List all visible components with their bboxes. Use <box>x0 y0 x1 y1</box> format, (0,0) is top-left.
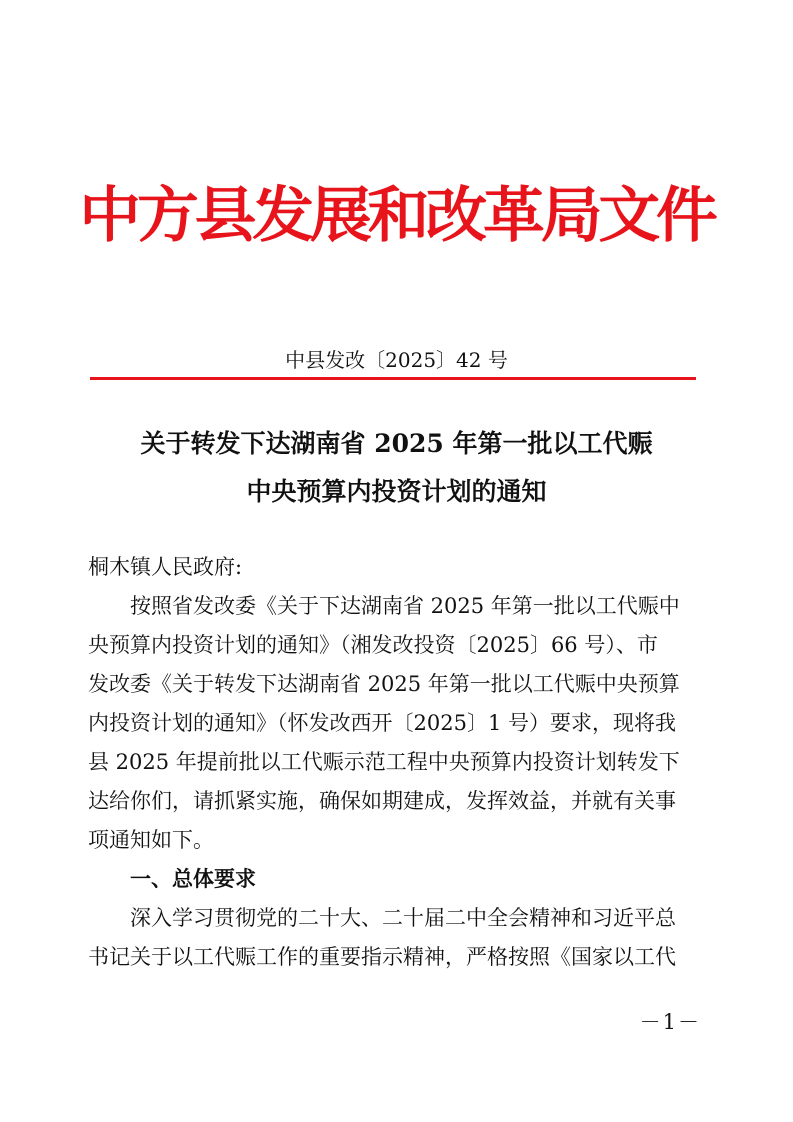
paragraph-1-line: 发改委《关于转发下达湖南省 2025 年第一批以工代赈中央预算 <box>88 672 680 696</box>
paragraph-1-line: 达给你们，请抓紧实施，确保如期建成，发挥效益，并就有关事 <box>88 789 676 813</box>
paragraph-1-line: 县 2025 年提前批以工代赈示范工程中央预算内投资计划转发下 <box>88 750 680 774</box>
document-number: 中县发改〔2025〕42 号 <box>285 348 508 372</box>
document-title-line-1: 关于转发下达湖南省 2025 年第一批以工代赈 <box>140 429 653 458</box>
paragraph-1-line: 央预算内投资计划的通知》（湘发改投资〔2025〕66 号）、市 <box>88 633 658 657</box>
paragraph-2-line: 书记关于以工代赈工作的重要指示精神，严格按照《国家以工代 <box>88 945 676 969</box>
paragraph-1-line: 项通知如下。 <box>88 828 214 852</box>
document-body <box>88 548 698 977</box>
paragraph-2-line: 深入学习贯彻党的二十大、二十届二中全会精神和习近平总 <box>130 906 676 930</box>
paragraph-1-line: 内投资计划的通知》（怀发改西开〔2025〕1 号）要求，现将我 <box>88 711 676 735</box>
masthead-title: 中方县发展和改革局文件 <box>79 181 714 251</box>
addressee: 桐木镇人民政府: <box>88 555 243 579</box>
document-title-line-2: 中央预算内投资计划的通知 <box>246 477 547 506</box>
paragraph-1-line: 按照省发改委《关于下达湖南省 2025 年第一批以工代赈中 <box>130 594 680 618</box>
section-heading: 一、总体要求 <box>130 867 256 891</box>
page-number: －1－ <box>639 1010 701 1034</box>
red-divider-line <box>90 377 696 380</box>
